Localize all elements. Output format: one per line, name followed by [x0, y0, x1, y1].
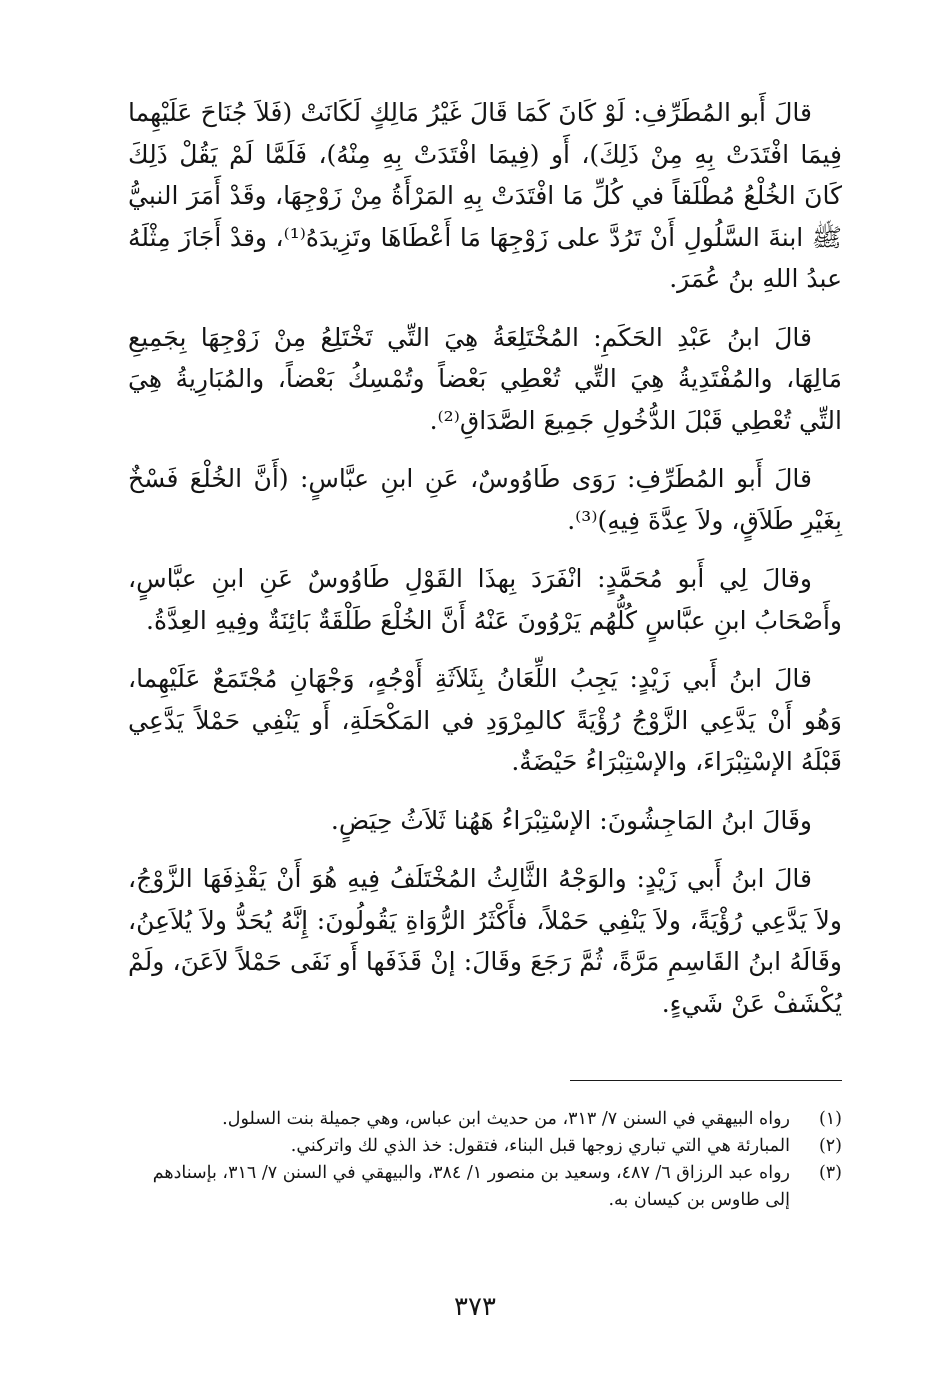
paragraph: وقَالَ ابنُ المَاجِشُونَ: الإسْتِبْرَاءُ هَهُنا ثَلاَثُ حِيَضٍ. [330, 805, 812, 835]
footnote-text: رواه عبد الرزاق ٦/ ٤٨٧، وسعيد بن منصور ١/ ٣٨٤، والبيهقي في السنن ٧/ ٣١٦، بإسنادهم إلى طاوس بن كيسان به. [152, 1163, 790, 1210]
footnote-divider [570, 1080, 842, 1081]
paragraph: قالَ ابنُ عَبْدِ الحَكَمِ: المُخْتَلِعَةُ هِيَ التِّي تَخْتَلِعُ مِنْ زَوْجِهَا بِجَمِيعِ مَالِهَا، والمُفْتَدِيةُ هِيَ التِّي تُعْطِي بَعْضاً وتُمْسِكُ بَعْضاً، والمُبَارِيةُ هِيَ التِّي تُعْطِي قَبْلَ الدُّخُولِ جَمِيعَ الصَّدَاقِ⁽²⁾. [128, 322, 842, 435]
footnote-number: (١) [818, 1109, 842, 1129]
paragraph: قالَ ابنُ أَبي زَيْدٍ: يَجِبُ اللِّعَانُ بِثَلاَثَةِ أَوْجُهٍ، وَجْهَانِ مُجْتَمَعٌ عَلَيْهِما، وَهُو أَنْ يَدَّعِي الزَّوْجُ رُؤْيَةً كالمِرْوَدِ في المَكْحَلَةِ، أَو يَنْفِي حَمْلاً يَدَّعِي قَبْلَهُ الإسْتِبْرَاءَ، والإسْتِبْرَاءُ حَيْضَةٌ. [128, 664, 842, 776]
paragraph: قالَ أَبو المُطَرِّفِ: لَوْ كَانَ كَمَا قَالَ غَيْرُ مَالِكٍ لَكَانَتْ (فَلاَ جُنَاحَ عَلَيْهِما فِيمَا افْتَدَتْ بِهِ مِنْ ذَلِكَ)، أَو (فِيمَا افْتَدَتْ بِهِ مِنْهُ)، فَلَمَّا لَمْ يَقُلْ ذَلِكَ كَانَ الخُلْعُ مُطْلَقاً في كُلِّ مَا افْتَدَتْ بِهِ المَرْأَةُ مِنْ زَوْجِهَا، وقَدْ أَمَرَ النبيُّ ﷺ ابنةَ السَّلُولِ أَنْ تَرُدَّ على زَوْجِهَا مَا أَعْطَاهَا وتَزِيدَهُ⁽¹⁾، وقدْ أَجَازَ مِثْلَهُ عبدُ اللهِ بنُ عُمَرَ. [128, 98, 842, 293]
paragraph: وقالَ لِي أَبو مُحَمَّدٍ: انْفَرَدَ بِهذَا القَوْلِ طَاوُوسٌ عَنِ ابنِ عبَّاسٍ، وأَصْحَابُ ابنِ عبَّاسٍ كُلُّهُم يَرْوُونَ عَنْهُ أَنَّ الخُلْعَ طَلْقَةٌ بَائِنَةٌ وفِيهِ العِدَّةُ. [128, 564, 842, 635]
paragraph: قالَ ابنُ أَبي زَيْدٍ: والوَجْهُ الثَّالِثُ المُخْتَلَفُ فِيهِ هُوَ أَنْ يَقْذِفَهَا الزَّوْجُ، ولاَ يَدَّعِي رُؤْيَةً، ولاَ يَنْفِي حَمْلاً، فأَكْثَرُ الرُّوَاةِ يَقُولُونَ: إِنَّهُ يُحَدُّ ولاَ يُلاَعِنُ، وقَالَهُ ابنُ القَاسِمِ مَرَّةً، ثُمَّ رَجَعَ وقَالَ: إنْ قَذَفَها أَو نَفَى حَمْلاً لاَعَنَ، ولَمْ يُكْشَفْ عَنْ شَيءٍ. [128, 864, 842, 1018]
footnote [128, 1106, 842, 1133]
page-number: ٣٧٣ [454, 1292, 496, 1322]
footnotes [128, 1106, 842, 1214]
main-text [128, 92, 842, 1024]
footnote [128, 1133, 842, 1160]
footnote-text: رواه البيهقي في السنن ٧/ ٣١٣، من حديث ابن عباس، وهي جميلة بنت السلول. [222, 1109, 790, 1129]
footnote-text: المبارئة هي التي تباري زوجها قبل البناء، فتقول: خذ الذي لك واتركني. [290, 1136, 790, 1156]
footnote [128, 1160, 842, 1214]
footnote-number: (٢) [818, 1136, 842, 1156]
paragraph: قالَ أَبو المُطَرِّفِ: رَوَى طَاوُوسٌ، عَنِ ابنِ عبَّاسٍ: (أَنَّ الخُلْعَ فَسْخٌ بِغَيْرِ طَلاَقٍ، ولاَ عِدَّةَ فِيهِ)⁽³⁾. [128, 464, 842, 535]
footnote-number: (٣) [818, 1163, 842, 1183]
